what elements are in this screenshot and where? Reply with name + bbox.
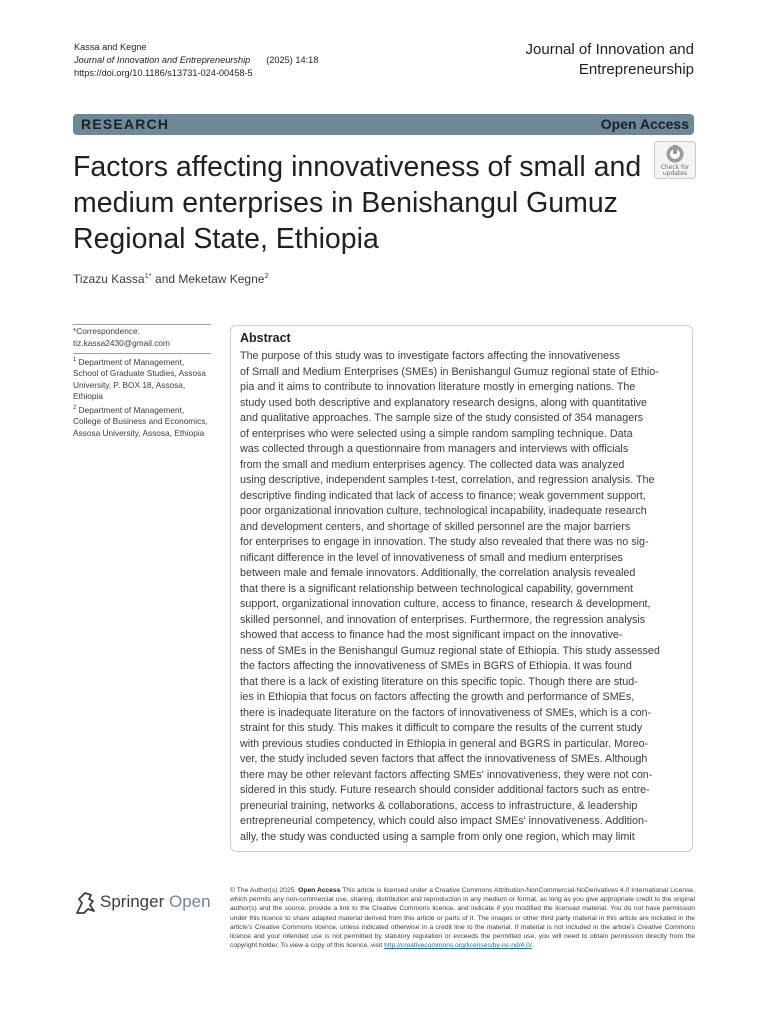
springer-open-wordmark [100, 892, 211, 912]
running-header [74, 41, 318, 80]
running-authors: Kassa and Kegne [74, 42, 147, 52]
article-type-label: RESEARCH [81, 116, 170, 132]
abstract-line: descriptive finding indicated that lack of access to finance; weak government support, [240, 489, 646, 502]
abstract-line: showed that access to finance had the most significant impact on the innovative- [240, 629, 623, 641]
abstract-line: straint for this study. This makes it difficult to compare the results of the current study [240, 722, 643, 734]
running-year-volume: (2025) 14:18 [266, 55, 319, 65]
running-journal [74, 54, 318, 67]
abstract-line: sidered in this study. Future research should consider additional factors such as entre- [240, 784, 650, 796]
open-access-label: Open Access [600, 116, 689, 132]
author-joiner: and [151, 272, 179, 286]
abstract-line: ally, the study was conducted using a sample from only one region, which may limit [240, 830, 635, 843]
license-prefix: © The Author(s) 2025. [230, 887, 297, 894]
affiliation-2-text: Department of Management, College of Business and Economics, Assosa University, Assosa, Ethiopia [73, 404, 208, 438]
abstract-heading: Abstract [240, 331, 291, 345]
affiliation-1-text: Department of Management, School of Graduate Studies, Assosa University, P. BOX 18, Assosa, Ethiopia [73, 356, 206, 402]
abstract-line: with previous studies conducted in Ethiopia in general and BGRS in particular. Moreo- [240, 737, 649, 750]
article-title: Factors affecting innovativeness of small and medium enterprises in Benishangul Gumuz Regional State, Ethiopia [73, 151, 642, 255]
affiliation-2 [73, 403, 211, 439]
sidebar-rule-top [73, 324, 211, 325]
journal-name-line1: Journal of Innovation and [525, 41, 694, 58]
abstract-line: ness of SMEs in the Benishangul Gumuz regional state of Ethiopia. This study assessed [240, 644, 660, 657]
abstract-line: of enterprises who were selected using a simple random sampling technique. Data [240, 427, 633, 440]
correspondence-label: *Correspondence: [73, 326, 140, 336]
abstract-line: skilled personnel, and innovation of enterprises. Furthermore, the regression analysis [240, 613, 646, 626]
abstract-line: entrepreneurial competency, which could also impact SMEs' innovativeness. Addition- [240, 815, 648, 827]
springer-horse-icon [73, 889, 99, 917]
journal-name [526, 40, 694, 80]
abstract-line: of Small and Medium Enterprises (SMEs) in Benishangul Gumuz regional state of Ethio- [240, 365, 659, 378]
abstract-line: ies in Ethiopia that focus on factors affecting the growth and performance of SMEs, [240, 691, 635, 703]
abstract-line: support, organizational innovation culture, access to finance, research & development, [240, 598, 651, 610]
check-for-updates-icon [654, 141, 696, 179]
abstract-line: between male and female innovators. Additionally, the correlation analysis revealed [240, 567, 636, 579]
abstract-line: The purpose of this study was to investigate factors affecting the innovativeness [240, 350, 620, 362]
abstract-body [240, 349, 686, 845]
abstract-line: poor organizational innovation culture, technological incapability, inadequate research [240, 505, 647, 517]
author-1-sup: 1* [144, 271, 152, 280]
doi-link[interactable]: https://doi.org/10.1186/s13731-024-00458-5 [74, 68, 253, 78]
license-body: This article is licensed under a Creative Commons Attribution-NonCommercial-NoDerivatives 4.0 International License, which permits any non-commercial use, sharing, distribution and reproduction in any medium or format, as long as you give appropriate credit to the original author(s) and the source, provide a link to the Creative Commons licence, and indicate if you modified the licensed material. You do not have permission under this licence to share adapted material derived from this article or parts of it. The images or other third party material in this article are included in the article's Creative Commons licence, unless indicated otherwise in a credit line to the material. If material is not included in the article's Creative Commons licence and your intended use is not permitted by statutory regulation or exceeds the permitted use, you will need to obtain permission directly from the copyright holder. To view a copy of this licence, visit [230, 887, 695, 950]
abstract-line: study used both descriptive and explanatory research designs, along with quantitative [240, 396, 647, 409]
abstract-line: for enterprises to engage in innovation. The study also revealed that there was no sig- [240, 536, 649, 548]
abstract-line: nificant difference in the level of innovativeness of small and medium enterprises [240, 551, 623, 564]
abstract-line: that there is a lack of existing literature on this specific topic. Though there are stud- [240, 675, 638, 688]
logo-open: Open [169, 892, 211, 911]
correspondence-email[interactable]: tiz.kassa2430@gmail.com [73, 337, 170, 348]
license-link[interactable]: http://creativecommons.org/licenses/by-nc-nd/4.0/ [384, 942, 532, 950]
affiliation-1-num: 1 [73, 357, 77, 363]
author-2-sup: 2 [264, 271, 269, 280]
author-2[interactable]: Meketaw Kegne [178, 272, 265, 286]
abstract-line: the factors affecting the innovativeness of SMEs in BGRS of Ethiopia. It was found [240, 660, 632, 672]
running-journal-name: Journal of Innovation and Entrepreneurship [74, 55, 251, 65]
abstract-line: there is inadequate literature on the factors of innovativeness of SMEs, which is a con- [240, 706, 652, 719]
abstract-line: ver, the study included seven factors that affect the innovativeness of SMEs. Although [240, 753, 648, 765]
abstract-line: preneurial training, networks & collaborations, access to infrastructure, & leadership [240, 799, 638, 812]
abstract-line: from the small and medium enterprises agency. The collected data was analyzed [240, 458, 625, 471]
license-end: . [531, 942, 534, 950]
abstract-line: using descriptive, independent samples t-test, correlation, and regression analysis. The [240, 474, 655, 486]
abstract-line: there may be other relevant factors affecting SMEs' innovativeness, they were not con- [240, 768, 653, 781]
article-type-band [73, 114, 694, 135]
correspondence-block [73, 326, 211, 349]
affiliation-2-num: 2 [73, 404, 77, 411]
affiliation-block [73, 355, 211, 439]
journal-name-line2: Entrepreneurship [578, 61, 694, 78]
author-list [73, 271, 269, 286]
logo-springer: Springer [100, 892, 165, 911]
badge-text-2: updates [662, 170, 688, 177]
license-open-access: Open Access [298, 887, 341, 894]
license-text [230, 886, 695, 950]
abstract-line: that there is a significant relationship between technological capability, government [240, 582, 634, 595]
abstract-line: pia and it aims to contribute to innovation literature mostly in emerging nations. The [240, 381, 636, 393]
check-for-updates-badge[interactable] [654, 141, 696, 179]
affiliation-1 [73, 355, 211, 403]
abstract-line: and development centers, and shortage of skilled personnel are the major barriers [240, 520, 631, 533]
badge-text-1: Check for [660, 164, 690, 171]
abstract-line: was collected through a questionnaire from managers and interviews with officials [240, 443, 629, 455]
sidebar-rule-mid [73, 353, 211, 354]
author-1[interactable]: Tizazu Kassa [73, 272, 145, 286]
abstract-line: and qualitative approaches. The sample size of the study consisted of 354 managers [240, 412, 644, 424]
